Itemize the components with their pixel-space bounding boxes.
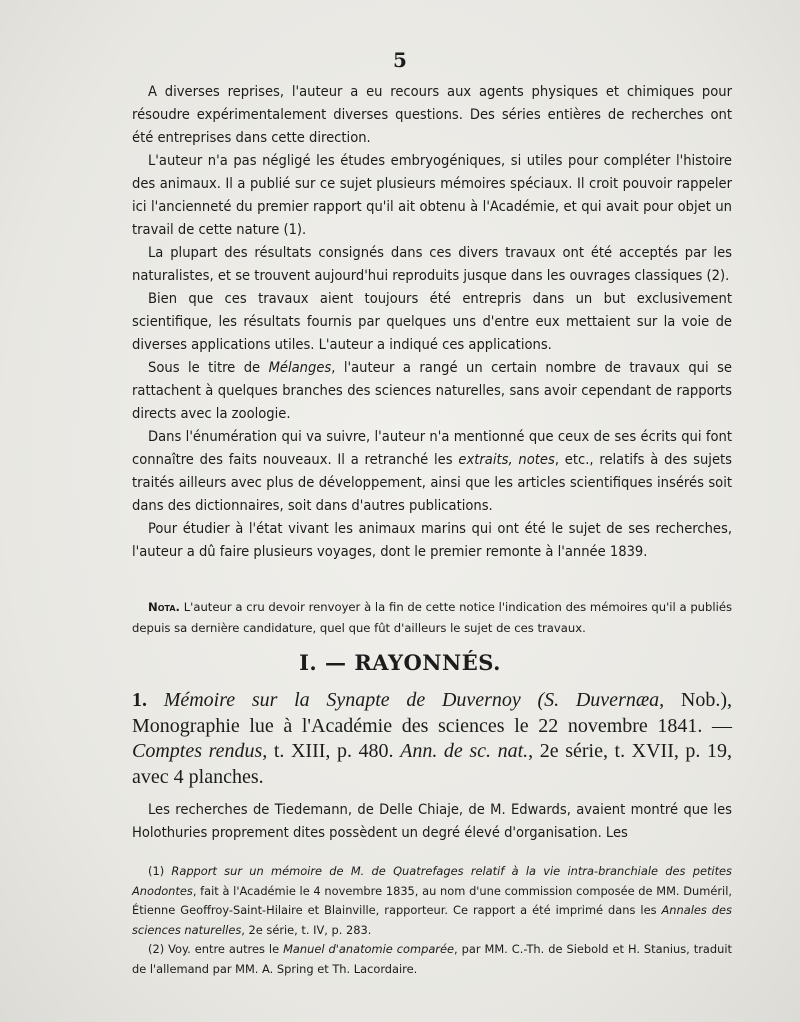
nota-note — [132, 597, 732, 639]
paragraph-voyages: Pour étudier à l'état vivant les animaux marins qui ont été le sujet de ses recherches, l'auteur a dû faire plusieurs voyages, dont le premier remonte à l'année 1839. — [132, 520, 732, 560]
paragraph-enumeration: Dans l'énumération qui va suivre, l'auteur n'a mentionné que ceux de ses écrits qui font connaître des faits nouveaux. Il a retranché les extraits, notes, etc., relatifs à des sujets traités ailleurs avec plus de développement, ainsi que les articles scientifiques insérés soit dans des dictionnaires, soit dans d'autres publications. — [132, 428, 733, 514]
nota-label: Nota. — [148, 600, 180, 614]
intro-text — [132, 80, 732, 563]
paragraph: L'auteur n'a pas négligé les études embryogéniques, si utiles pour compléter l'histoire des animaux. Il a publié sur ce sujet plusieurs mémoires spéciaux. Il croit pouvoir rappeler ici l'ancienneté du premier rapport qu'il ait obtenu à l'Académie, et qui avait pour objet un travail de cette nature (1). — [132, 152, 732, 238]
holothuries-text — [132, 798, 732, 844]
paragraph: La plupart des résultats consignés dans ces divers travaux ont été acceptés par les naturalistes, et se trouvent aujourd'hui reproduits jusque dans les ouvrages classiques (2). — [132, 244, 732, 284]
nota-text: L'auteur a cru devoir renvoyer à la fin de cette notice l'indication des mémoires qu'il a publiés depuis sa dernière candidature, quel que fût d'ailleurs le sujet de ces travaux. — [132, 600, 732, 635]
entry-title: Mémoire sur la Synapte de Duvernoy (S. Duvernæa, — [147, 689, 665, 711]
bibliography-entry: 1. Mémoire sur la Synapte de Duvernoy (S. Duvernæa, Nob.), Monographie lue à l'Académie des sciences le 22 novembre 1841. — Comptes rendus, t. XIII, p. 480. Ann. de sc. nat., 2e série, t. XVII, p. 19, avec 4 planches. — [132, 689, 733, 788]
footnote-2: (2) Voy. entre autres le Manuel d'anatomie comparée, par MM. C.-Th. de Siebold et H. Stanius, traduit de l'allemand par MM. A. Spring et Th. Lacordaire. — [132, 942, 732, 976]
footnote-1: (1) Rapport sur un mémoire de M. de Quatrefages relatif à la vie intra-branchiale des petites Anodontes, fait à l'Académie le 4 novembre 1835, au nom d'une commission composée de MM. Duméril, Étienne Geoffroy-Saint-Hilaire et Blainville, rapporteur. Ce rapport a été imprimé dans les Annales des sciences naturelles, 2e série, t. IV, p. 283. — [132, 864, 732, 937]
page-number: 5 — [393, 48, 407, 72]
footnotes — [132, 862, 732, 979]
paragraph: Bien que ces travaux aient toujours été entrepris dans un but exclusivement scientifique, les résultats fournis par quelques uns d'entre eux mettaient sur la voie de diverses applications utiles. L'auteur a indiqué ces applications. — [132, 290, 732, 353]
paragraph: A diverses reprises, l'auteur a eu recours aux agents physiques et chimiques pour résoudre expérimentalement diverses questions. Des séries entières de recherches ont été entreprises dans cette direction. — [132, 83, 732, 146]
section-heading: I. — RAYONNÉS. — [299, 650, 501, 675]
entry-number: 1. — [132, 689, 147, 711]
paragraph-melanges: Sous le titre de Mélanges, l'auteur a rangé un certain nombre de travaux qui se rattachent à quelques branches des sciences naturelles, sans avoir cependant de rapports directs avec la zoologie. — [132, 359, 732, 422]
paragraph: Les recherches de Tiedemann, de Delle Chiaje, de M. Edwards, avaient montré que les Holothuries proprement dites possèdent un degré élevé d'organisation. Les — [132, 801, 732, 841]
